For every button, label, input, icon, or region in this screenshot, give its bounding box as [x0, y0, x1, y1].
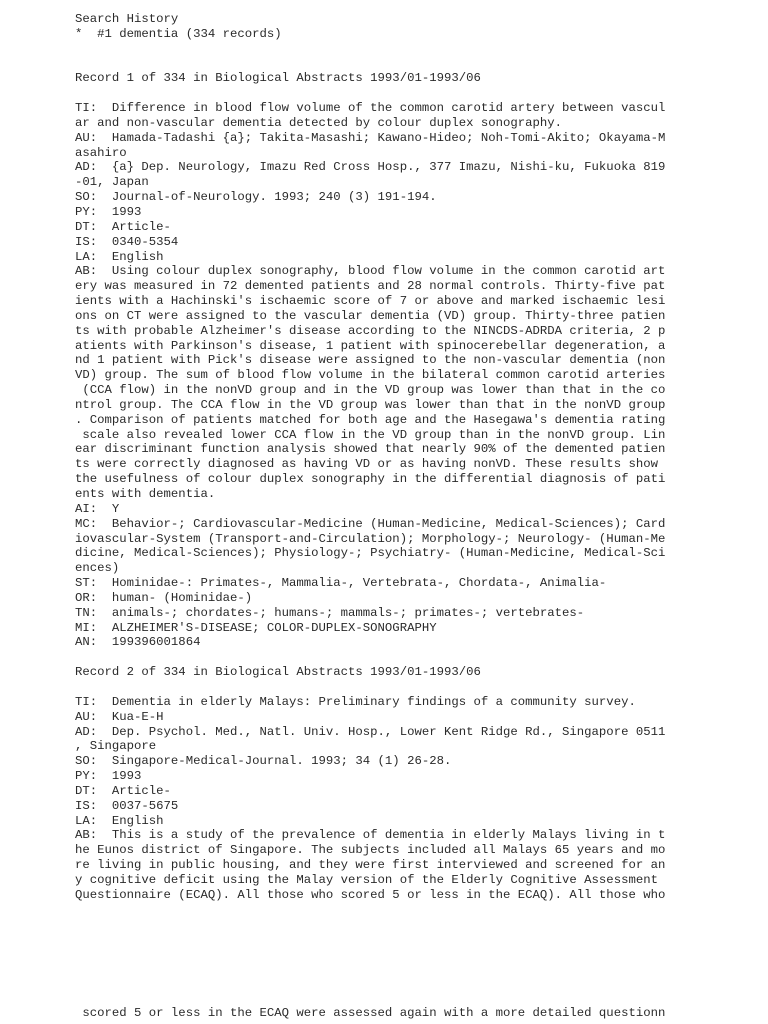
record-line: ear discriminant function analysis showed that nearly 90% of the demented patien	[75, 442, 666, 457]
search-history-title: Search History	[75, 12, 179, 26]
record-line: SO: Journal-of-Neurology. 1993; 240 (3) 191-194.	[75, 190, 437, 205]
spacer	[75, 57, 755, 72]
record-line: IS: 0037-5675	[75, 798, 179, 813]
record-line: ery was measured in 72 demented patients and 28 normal controls. Thirty-five pat	[75, 279, 666, 294]
record-line: SO: Singapore-Medical-Journal. 1993; 34 (1) 26-28.	[75, 754, 452, 769]
record-line: AD: Dep. Psychol. Med., Natl. Univ. Hosp., Lower Kent Ridge Rd., Singapore 0511	[75, 724, 666, 739]
spacer	[75, 42, 755, 57]
record-line: , Singapore	[75, 739, 157, 754]
record-header: Record 2 of 334 in Biological Abstracts 1993/01-1993/06	[75, 665, 481, 680]
record-line: dicine, Medical-Sciences); Physiology-; Psychiatry- (Human-Medicine, Medical-Sci	[75, 546, 666, 561]
record-line: TN: animals-; chordates-; humans-; mammals-; primates-; vertebrates-	[75, 605, 585, 620]
record-line: MC: Behavior-; Cardiovascular-Medicine (Human-Medicine, Medical-Sciences); Card	[75, 516, 666, 531]
record-line: nd 1 patient with Pick's disease were assigned to the non-vascular dementia (non	[75, 353, 666, 368]
record-line: . Comparison of patients matched for both age and the Hasegawa's dementia rating	[75, 412, 666, 427]
record-line: AB: This is a study of the prevalence of dementia in elderly Malays living in t	[75, 828, 666, 843]
record-line: AB: Using colour duplex sonography, blood flow volume in the common carotid art	[75, 264, 666, 279]
record-header: Record 1 of 334 in Biological Abstracts 1993/01-1993/06	[75, 71, 481, 86]
record-1	[75, 71, 755, 650]
record-line: Questionnaire (ECAQ). All those who scored 5 or less in the ECAQ). All those who	[75, 887, 666, 902]
record-line: iovascular-System (Transport-and-Circulation); Morphology-; Neurology- (Human-Me	[75, 531, 666, 546]
record-line: LA: English	[75, 813, 164, 828]
record-line: TI: Difference in blood flow volume of the common carotid artery between vascul	[75, 101, 666, 116]
record-2	[75, 665, 755, 903]
record-line: the usefulness of colour duplex sonography in the differential diagnosis of pati	[75, 472, 666, 487]
document-page	[75, 12, 755, 903]
spacer	[75, 86, 755, 101]
record-line: ients with a Hachinski's ischaemic score of 7 or above and marked ischaemic lesi	[75, 294, 666, 309]
record-line: TI: Dementia in elderly Malays: Preliminary findings of a community survey.	[75, 694, 636, 709]
record-line: AI: Y	[75, 501, 120, 516]
record-line: scale also revealed lower CCA flow in the VD group than in the nonVD group. Lin	[75, 427, 666, 442]
record-line: (CCA flow) in the nonVD group and in the VD group was lower than that in the co	[75, 383, 666, 398]
record-line: MI: ALZHEIMER'S-DISEASE; COLOR-DUPLEX-SONOGRAPHY	[75, 620, 437, 635]
record-line: IS: 0340-5354	[75, 234, 179, 249]
record-line: ents with dementia.	[75, 487, 216, 501]
record-line: ST: Hominidae-: Primates-, Mammalia-, Vertebrata-, Chordata-, Animalia-	[75, 576, 607, 591]
next-page-line: scored 5 or less in the ECAQ were assessed again with a more detailed questionn	[75, 1006, 666, 1020]
record-line: AN: 199396001864	[75, 635, 201, 650]
record-line: -01, Japan	[75, 175, 149, 190]
record-line: atients with Parkinson's disease, 1 patient with spinocerebellar degeneration, a	[75, 338, 666, 353]
record-line: AU: Kua-E-H	[75, 709, 164, 724]
record-line: VD) group. The sum of blood flow volume in the bilateral common carotid arteries	[75, 368, 666, 383]
record-line: LA: English	[75, 249, 164, 264]
record-line: AD: {a} Dep. Neurology, Imazu Red Cross Hosp., 377 Imazu, Nishi-ku, Fukuoka 819	[75, 160, 666, 175]
search-history-entry: * #1 dementia (334 records)	[75, 26, 282, 41]
spacer	[75, 650, 755, 665]
record-line: OR: human- (Hominidae-)	[75, 590, 253, 605]
record-line: AU: Hamada-Tadashi {a}; Takita-Masashi; Kawano-Hideo; Noh-Tomi-Akito; Okayama-M	[75, 130, 666, 145]
record-line: PY: 1993	[75, 204, 142, 219]
record-line: re living in public housing, and they were first interviewed and screened for an	[75, 858, 666, 873]
record-line: ts were correctly diagnosed as having VD or as having nonVD. These results show	[75, 457, 658, 472]
record-line: DT: Article-	[75, 219, 171, 234]
record-line: ts with probable Alzheimer's disease according to the NINCDS-ADRDA criteria, 2 p	[75, 323, 666, 338]
record-line: y cognitive deficit using the Malay version of the Elderly Cognitive Assessment	[75, 872, 658, 887]
record-line: he Eunos district of Singapore. The subjects included all Malays 65 years and mo	[75, 843, 666, 858]
spacer	[75, 680, 755, 695]
record-line: ar and non-vascular dementia detected by colour duplex sonography.	[75, 115, 563, 130]
record-line: DT: Article-	[75, 783, 171, 798]
record-line: PY: 1993	[75, 769, 142, 784]
record-line: asahiro	[75, 145, 127, 160]
record-line: ons on CT were assigned to the vascular dementia (VD) group. Thirty-three patien	[75, 308, 666, 323]
record-line: ntrol group. The CCA flow in the VD group was lower than that in the nonVD group	[75, 397, 666, 412]
record-line: ences)	[75, 561, 120, 576]
